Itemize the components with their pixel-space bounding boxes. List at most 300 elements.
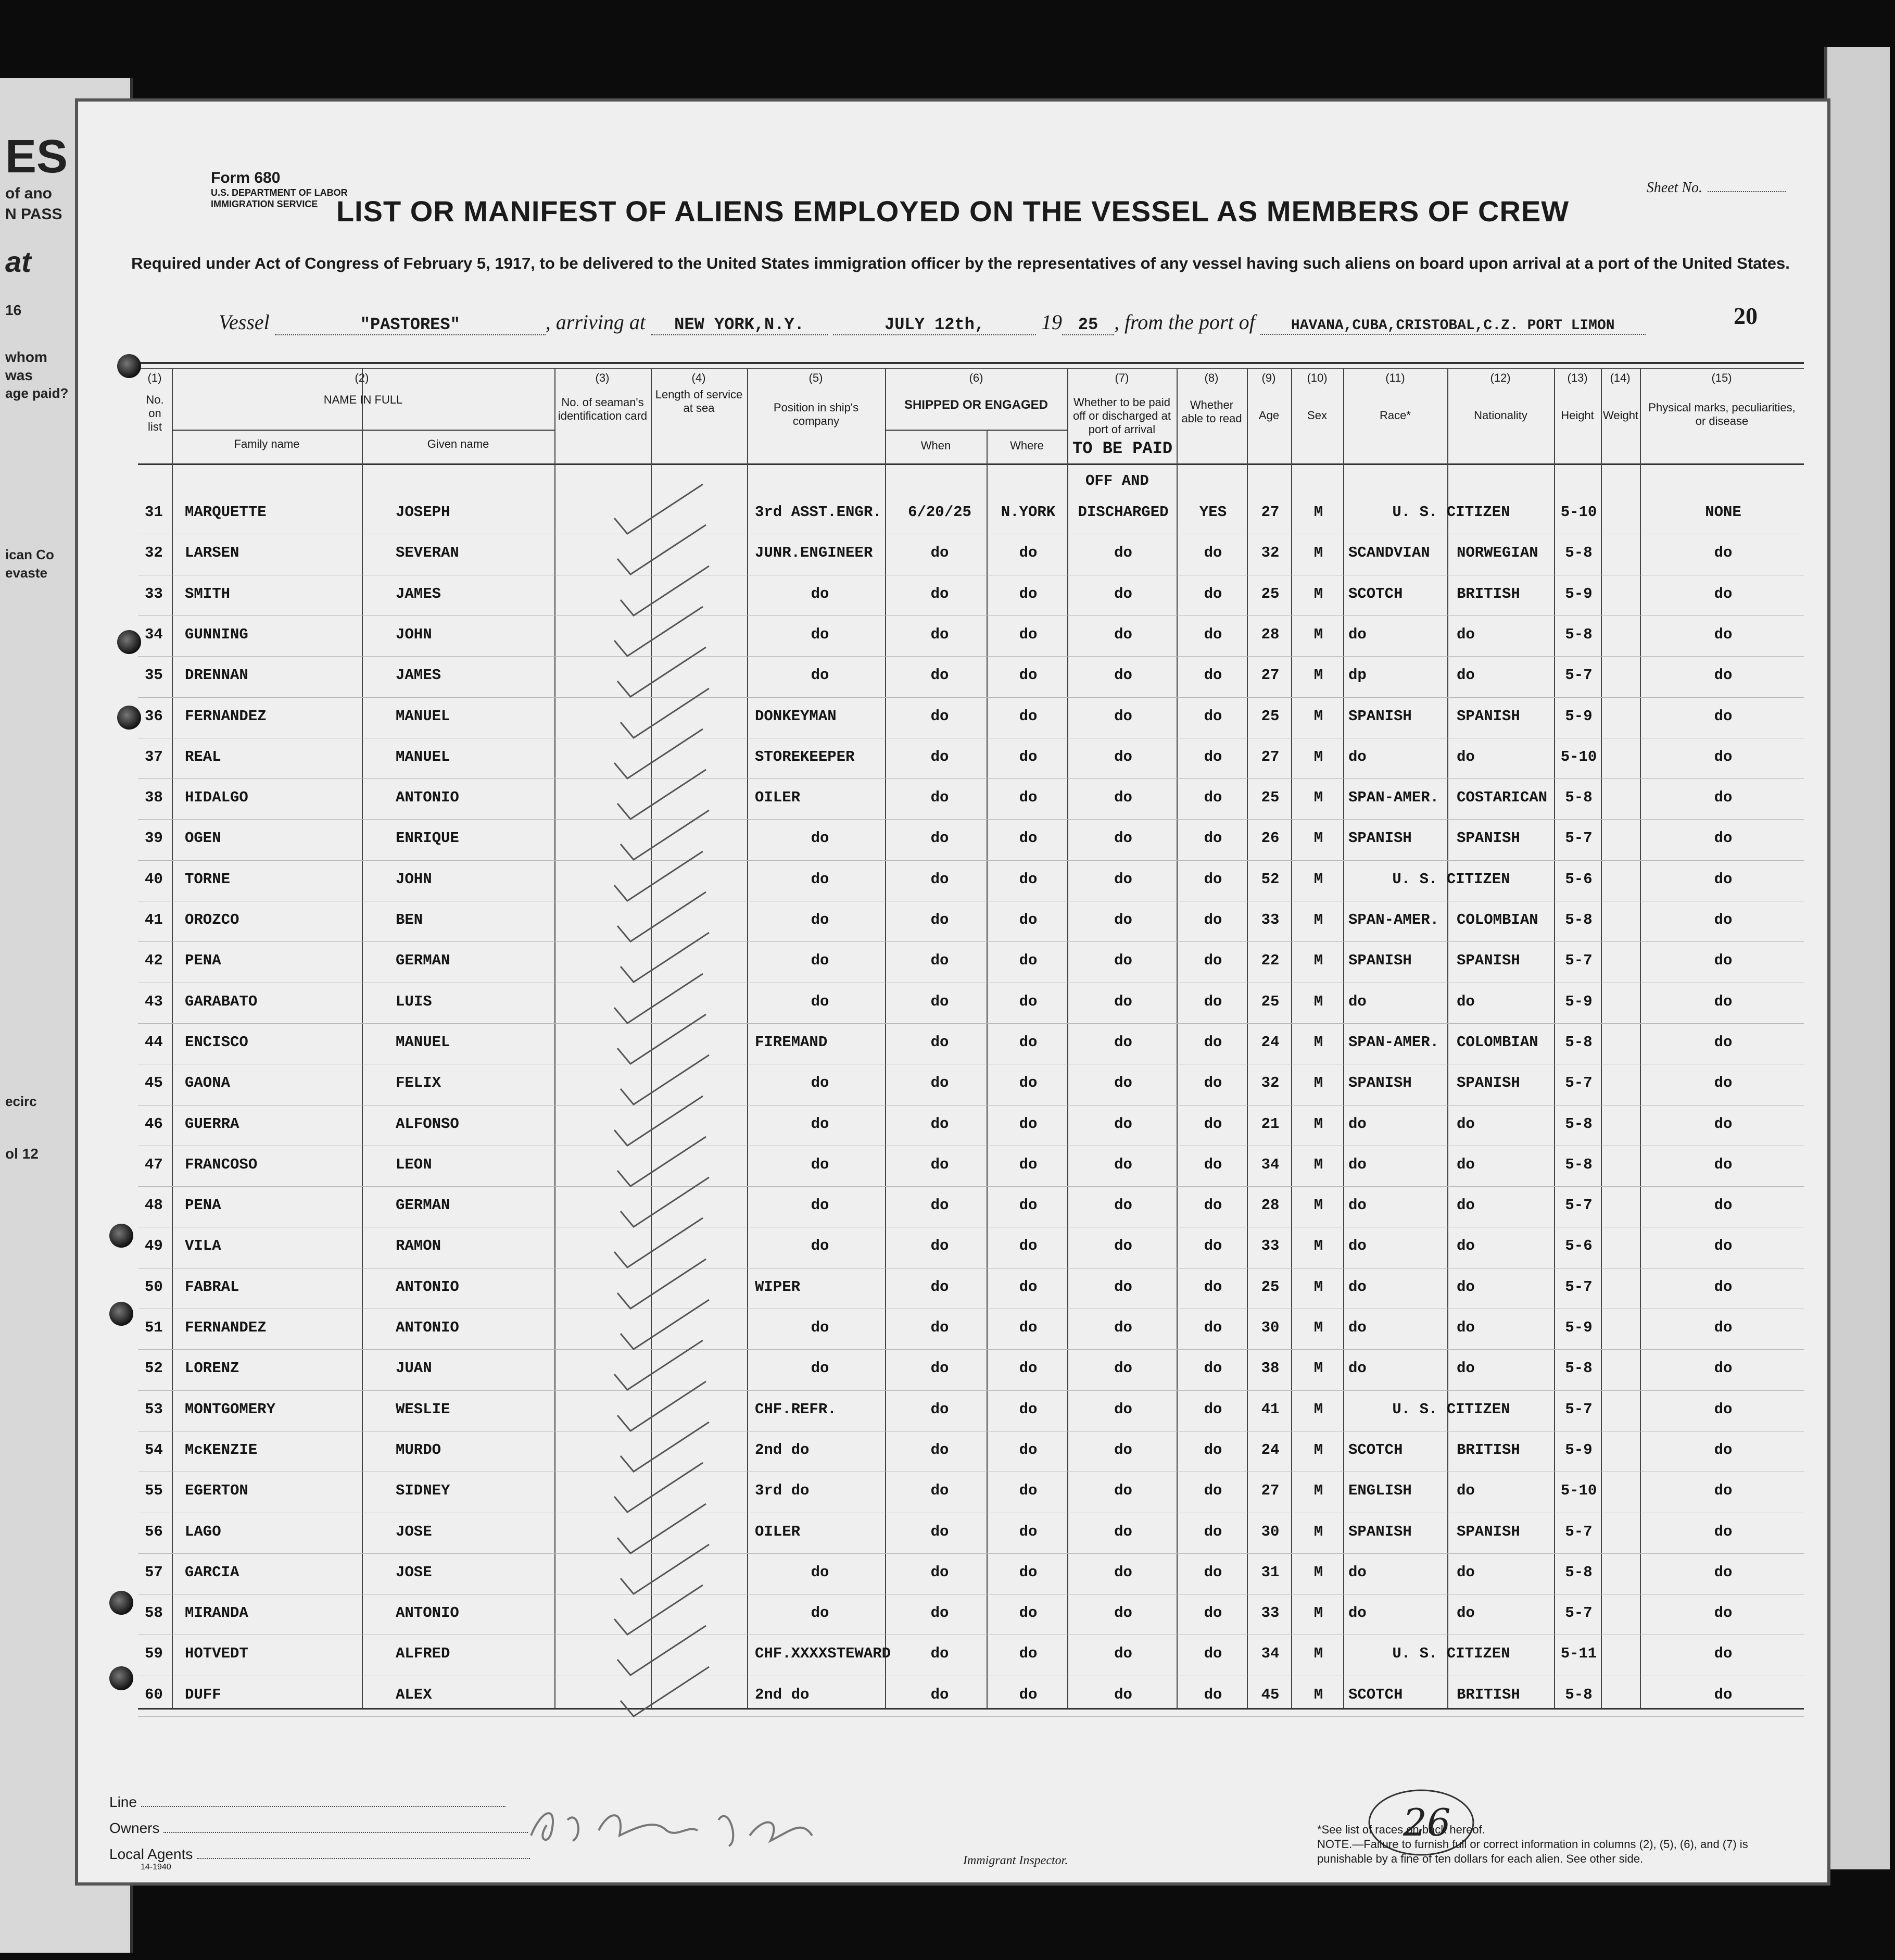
cell-position: do bbox=[811, 667, 829, 684]
cell-sex: M bbox=[1313, 1360, 1323, 1377]
cell-sex: M bbox=[1313, 870, 1323, 888]
cell-sex: M bbox=[1313, 667, 1323, 684]
cell-height: 5-8 bbox=[1565, 544, 1593, 562]
cell-family-name: LAGO bbox=[185, 1523, 221, 1540]
cell-family-name: MONTGOMERY bbox=[185, 1400, 276, 1418]
row-rule bbox=[138, 656, 1804, 657]
cell-row-number: 47 bbox=[145, 1155, 163, 1173]
cell-physical-marks: do bbox=[1714, 544, 1733, 562]
cell-sex: M bbox=[1313, 1686, 1323, 1703]
cell-nationality: do bbox=[1457, 1237, 1475, 1255]
arrival-date: JULY 12th, bbox=[833, 315, 1036, 335]
cell-shipped-where: do bbox=[1019, 1523, 1038, 1540]
underlying-page-right bbox=[1824, 47, 1890, 1869]
cell-nationality: SPANISH bbox=[1457, 1074, 1520, 1092]
year-prefix: 19 bbox=[1041, 310, 1062, 334]
cell-position: do bbox=[811, 1319, 829, 1336]
punch-hole bbox=[117, 706, 141, 730]
punch-hole bbox=[109, 1591, 133, 1615]
cell-given-name: GERMAN bbox=[396, 952, 450, 970]
row-rule bbox=[138, 1023, 1804, 1024]
cell-height: 5-6 bbox=[1565, 1237, 1593, 1255]
cell-shipped-where: do bbox=[1019, 625, 1038, 643]
cell-given-name: BEN bbox=[396, 911, 423, 928]
cell-able-to-read: do bbox=[1204, 1523, 1222, 1540]
column-number: (5) bbox=[808, 371, 823, 384]
cell-nationality: do bbox=[1457, 625, 1475, 643]
race-note: *See list of races on back hereof. bbox=[1317, 1823, 1485, 1836]
cell-able-to-read: do bbox=[1204, 870, 1222, 888]
cell-physical-marks: do bbox=[1714, 1237, 1733, 1255]
cell-able-to-read: do bbox=[1204, 1278, 1222, 1296]
cell-shipped-where: do bbox=[1019, 1278, 1038, 1296]
header-rule bbox=[885, 430, 1067, 431]
form-code: 14-1940 bbox=[141, 1863, 171, 1871]
cell-given-name: JAMES bbox=[396, 667, 441, 684]
cell-family-name: McKENZIE bbox=[185, 1441, 258, 1459]
column-rule bbox=[1554, 368, 1555, 1708]
cell-sex: M bbox=[1313, 1155, 1323, 1173]
vessel-label: Vessel bbox=[219, 310, 270, 334]
cell-race: U. S. CITIZEN bbox=[1392, 1645, 1510, 1663]
cell-position: 2nd do bbox=[755, 1441, 810, 1459]
cell-paid-off: do bbox=[1114, 1645, 1132, 1663]
cell-position: CHF.REFR. bbox=[755, 1400, 837, 1418]
cell-given-name: GERMAN bbox=[396, 1197, 450, 1214]
cell-height: 5-7 bbox=[1565, 952, 1593, 970]
column-rule bbox=[1291, 368, 1292, 1708]
underpage-line: ol 12 bbox=[5, 1146, 39, 1162]
cell-age: 28 bbox=[1261, 1197, 1280, 1214]
cell-physical-marks: do bbox=[1714, 585, 1733, 602]
page-subtitle: Required under Act of Congress of February 5, 1917, to be delivered to the United States immigration officer by the representatives of any vessel having such aliens on board upon arrival at a port of the United States. bbox=[131, 254, 1790, 272]
column-number: (6) bbox=[969, 371, 983, 384]
column-number: (1) bbox=[147, 371, 162, 384]
cell-shipped-when: do bbox=[930, 830, 949, 847]
cell-position: STOREKEEPER bbox=[755, 748, 855, 765]
cell-race: SPANISH bbox=[1348, 707, 1412, 725]
cell-height: 5-7 bbox=[1565, 1523, 1593, 1540]
underpage-line: ican Co bbox=[5, 547, 54, 562]
footnote bbox=[1317, 1823, 1786, 1866]
cell-given-name: JOHN bbox=[396, 870, 432, 888]
cell-row-number: 43 bbox=[145, 992, 163, 1010]
cell-row-number: 33 bbox=[145, 585, 163, 602]
cell-physical-marks: do bbox=[1714, 1155, 1733, 1173]
cell-row-number: 56 bbox=[145, 1523, 163, 1540]
cell-row-number: 59 bbox=[145, 1645, 163, 1663]
cell-position: do bbox=[811, 1115, 829, 1133]
cell-shipped-when: do bbox=[930, 1115, 949, 1133]
cell-race: do bbox=[1348, 992, 1367, 1010]
cell-shipped-when: do bbox=[930, 1441, 949, 1459]
cell-row-number: 46 bbox=[145, 1115, 163, 1133]
cell-nationality: COSTARICAN bbox=[1457, 789, 1548, 807]
cell-shipped-when: do bbox=[930, 544, 949, 562]
cell-paid-off: do bbox=[1114, 1074, 1132, 1092]
departure-ports: HAVANA,CUBA,CRISTOBAL,C.Z. PORT LIMON bbox=[1260, 318, 1646, 335]
cell-position: do bbox=[811, 952, 829, 970]
cell-nationality: SPANISH bbox=[1457, 1523, 1520, 1540]
column-header-race: Race* bbox=[1380, 409, 1411, 422]
punch-hole bbox=[109, 1224, 133, 1248]
cell-shipped-where: do bbox=[1019, 1074, 1038, 1092]
cell-shipped-when: do bbox=[930, 1686, 949, 1703]
cell-height: 5-7 bbox=[1565, 830, 1593, 847]
cell-age: 25 bbox=[1261, 585, 1280, 602]
column-number: (15) bbox=[1711, 371, 1732, 384]
cell-row-number: 52 bbox=[145, 1360, 163, 1377]
cell-paid-off: do bbox=[1114, 1278, 1132, 1296]
cell-nationality: SPANISH bbox=[1457, 830, 1520, 847]
column-header-position: Position in ship's company bbox=[773, 401, 859, 428]
cell-nationality: do bbox=[1457, 1197, 1475, 1214]
cell-shipped-when: do bbox=[930, 952, 949, 970]
cell-able-to-read: do bbox=[1204, 748, 1222, 765]
cell-family-name: GUNNING bbox=[185, 625, 248, 643]
cell-family-name: FERNANDEZ bbox=[185, 707, 267, 725]
cell-shipped-where: do bbox=[1019, 1360, 1038, 1377]
cell-nationality: SPANISH bbox=[1457, 952, 1520, 970]
cell-shipped-where: do bbox=[1019, 1441, 1038, 1459]
cell-position: do bbox=[811, 911, 829, 928]
cell-given-name: WESLIE bbox=[396, 1400, 450, 1418]
cell-family-name: DRENNAN bbox=[185, 667, 248, 684]
underpage-line: whom bbox=[5, 349, 47, 365]
cell-family-name: ENCISCO bbox=[185, 1033, 248, 1051]
cell-position: do bbox=[811, 1604, 829, 1622]
column-header-where: Where bbox=[1010, 439, 1044, 452]
cell-position: do bbox=[811, 1563, 829, 1581]
column-header-height: Height bbox=[1561, 409, 1594, 422]
cell-height: 5-9 bbox=[1565, 992, 1593, 1010]
fine-note: NOTE.—Failure to furnish full or correct information in columns (2), (5), (6), and (7) is punishable by a fine of ten dollars for each alien. See other side. bbox=[1317, 1838, 1748, 1865]
cell-shipped-when: do bbox=[930, 667, 949, 684]
cell-sex: M bbox=[1313, 911, 1323, 928]
cell-position: do bbox=[811, 870, 829, 888]
table-rule bbox=[138, 362, 1804, 364]
column-number: (13) bbox=[1567, 371, 1588, 384]
cell-race: do bbox=[1348, 1360, 1367, 1377]
cell-position: do bbox=[811, 992, 829, 1010]
cell-position: 2nd do bbox=[755, 1686, 810, 1703]
underpage-line: age paid? bbox=[5, 385, 69, 401]
cell-family-name: FERNANDEZ bbox=[185, 1319, 267, 1336]
cell-race: do bbox=[1348, 1237, 1367, 1255]
column-number: (4) bbox=[691, 371, 706, 384]
cell-family-name: MIRANDA bbox=[185, 1604, 248, 1622]
cell-row-number: 54 bbox=[145, 1441, 163, 1459]
cell-family-name: PENA bbox=[185, 952, 221, 970]
cell-row-number: 45 bbox=[145, 1074, 163, 1092]
cell-given-name: ANTONIO bbox=[396, 1319, 459, 1336]
cell-paid-off: do bbox=[1114, 1482, 1132, 1500]
cell-shipped-when: do bbox=[930, 585, 949, 602]
cell-row-number: 44 bbox=[145, 1033, 163, 1051]
cell-age: 25 bbox=[1261, 707, 1280, 725]
cell-sex: M bbox=[1313, 1074, 1323, 1092]
column-rule bbox=[1177, 368, 1178, 1708]
column-header-paid-off: Whether to be paid off or discharged at port of arrival bbox=[1073, 396, 1171, 436]
cell-race: U. S. CITIZEN bbox=[1392, 1400, 1510, 1418]
cell-nationality: do bbox=[1457, 1278, 1475, 1296]
cell-physical-marks: do bbox=[1714, 830, 1733, 847]
cell-race: do bbox=[1348, 1278, 1367, 1296]
cell-row-number: 49 bbox=[145, 1237, 163, 1255]
cell-given-name: JAMES bbox=[396, 585, 441, 602]
cell-physical-marks: do bbox=[1714, 1278, 1733, 1296]
cell-physical-marks: do bbox=[1714, 1074, 1733, 1092]
column-header-id-card: No. of seaman's identification card bbox=[558, 396, 648, 422]
arrival-year: 25 bbox=[1062, 315, 1114, 335]
cell-row-number: 58 bbox=[145, 1604, 163, 1622]
cell-shipped-when: do bbox=[930, 1278, 949, 1296]
cell-row-number: 60 bbox=[145, 1686, 163, 1703]
cell-sex: M bbox=[1313, 625, 1323, 643]
cell-shipped-when: do bbox=[930, 1074, 949, 1092]
cell-given-name: SEVERAN bbox=[396, 544, 459, 562]
underpage-line: 16 bbox=[5, 302, 22, 318]
cell-shipped-where: do bbox=[1019, 1237, 1038, 1255]
cell-given-name: JOSEPH bbox=[396, 504, 450, 521]
column-number: (14) bbox=[1610, 371, 1631, 384]
column-rule bbox=[1447, 368, 1448, 1708]
cell-nationality: BRITISH bbox=[1457, 585, 1520, 602]
cell-shipped-when: do bbox=[930, 1237, 949, 1255]
cell-shipped-when: do bbox=[930, 1360, 949, 1377]
cell-position: OILER bbox=[755, 1523, 801, 1540]
column-header-marks: Physical marks, peculiarities, or disease bbox=[1648, 401, 1796, 428]
row-rule bbox=[138, 941, 1804, 942]
cell-height: 5-9 bbox=[1565, 585, 1593, 602]
column-rule bbox=[362, 368, 363, 1708]
cell-age: 24 bbox=[1261, 1033, 1280, 1051]
column-number: (8) bbox=[1204, 371, 1219, 384]
cell-position: do bbox=[811, 1237, 829, 1255]
cell-position: FIREMAND bbox=[755, 1033, 828, 1051]
cell-height: 5-10 bbox=[1560, 1482, 1597, 1500]
cell-paid-off: do bbox=[1114, 544, 1132, 562]
column-header-nationality: Nationality bbox=[1474, 409, 1527, 422]
agents-field bbox=[109, 1846, 530, 1872]
cell-height: 5-8 bbox=[1565, 1115, 1593, 1133]
cell-sex: M bbox=[1313, 992, 1323, 1010]
cell-age: 34 bbox=[1261, 1645, 1280, 1663]
cell-position: CHF.XXXXSTEWARD bbox=[755, 1645, 891, 1663]
header-rule bbox=[987, 430, 988, 1708]
cell-race: SPANISH bbox=[1348, 1074, 1412, 1092]
cell-shipped-where: do bbox=[1019, 1645, 1038, 1663]
cell-paid-off: do bbox=[1114, 707, 1132, 725]
cell-able-to-read: do bbox=[1204, 625, 1222, 643]
cell-row-number: 32 bbox=[145, 544, 163, 562]
column-header-no-on-list: No. on list bbox=[146, 393, 164, 433]
cell-height: 5-8 bbox=[1565, 1360, 1593, 1377]
inspector-signature bbox=[521, 1789, 885, 1862]
cell-height: 5-10 bbox=[1560, 748, 1597, 765]
cell-race: SPAN-AMER. bbox=[1348, 911, 1439, 928]
cell-paid-off: do bbox=[1114, 830, 1132, 847]
column-number: (9) bbox=[1261, 371, 1276, 384]
cell-sex: M bbox=[1313, 1033, 1323, 1051]
cell-age: 33 bbox=[1261, 1604, 1280, 1622]
row-rule bbox=[138, 1186, 1804, 1187]
cell-row-number: 38 bbox=[145, 789, 163, 807]
cell-height: 5-6 bbox=[1565, 870, 1593, 888]
cell-shipped-where: do bbox=[1019, 1686, 1038, 1703]
cell-sex: M bbox=[1313, 789, 1323, 807]
cell-family-name: GAONA bbox=[185, 1074, 231, 1092]
cell-age: 24 bbox=[1261, 1441, 1280, 1459]
inspector-label: Immigrant Inspector. bbox=[963, 1854, 1068, 1867]
cell-position: 3rd ASST.ENGR. bbox=[755, 504, 882, 521]
owners-label: Owners bbox=[109, 1820, 160, 1836]
cell-race: do bbox=[1348, 748, 1367, 765]
punch-hole bbox=[117, 630, 141, 654]
cell-shipped-where: do bbox=[1019, 911, 1038, 928]
cell-position: WIPER bbox=[755, 1278, 801, 1296]
cell-able-to-read: do bbox=[1204, 1441, 1222, 1459]
cell-able-to-read: do bbox=[1204, 1155, 1222, 1173]
cell-race: SPANISH bbox=[1348, 952, 1412, 970]
cell-sex: M bbox=[1313, 504, 1323, 521]
cell-nationality: do bbox=[1457, 1155, 1475, 1173]
cell-row-number: 34 bbox=[145, 625, 163, 643]
line-field bbox=[109, 1794, 506, 1811]
cell-age: 21 bbox=[1261, 1115, 1280, 1133]
cell-shipped-where: do bbox=[1019, 1115, 1038, 1133]
paid-header: TO BE PAID bbox=[1072, 439, 1173, 458]
column-rule bbox=[1601, 368, 1602, 1708]
cell-paid-off: do bbox=[1114, 992, 1132, 1010]
cell-given-name: ALFONSO bbox=[396, 1115, 459, 1133]
cell-age: 33 bbox=[1261, 1237, 1280, 1255]
column-header-shipped: SHIPPED OR ENGAGED bbox=[904, 398, 1048, 412]
arrival-port: NEW YORK,N.Y. bbox=[651, 315, 828, 335]
vessel-info-line bbox=[219, 310, 1646, 335]
cell-able-to-read: do bbox=[1204, 830, 1222, 847]
cell-shipped-where: do bbox=[1019, 1155, 1038, 1173]
cell-physical-marks: do bbox=[1714, 625, 1733, 643]
cell-height: 5-7 bbox=[1565, 667, 1593, 684]
sheet-no-label: Sheet No. bbox=[1646, 180, 1702, 196]
cell-height: 5-7 bbox=[1565, 1197, 1593, 1214]
cell-sex: M bbox=[1313, 1604, 1323, 1622]
column-rule bbox=[554, 368, 555, 1708]
cell-shipped-when: do bbox=[930, 748, 949, 765]
cell-physical-marks: do bbox=[1714, 1033, 1733, 1051]
cell-able-to-read: do bbox=[1204, 1237, 1222, 1255]
cell-race: do bbox=[1348, 1604, 1367, 1622]
column-header-when: When bbox=[920, 439, 951, 452]
cell-able-to-read: do bbox=[1204, 1115, 1222, 1133]
cell-height: 5-11 bbox=[1560, 1645, 1597, 1663]
cell-sex: M bbox=[1313, 585, 1323, 602]
column-number: (10) bbox=[1307, 371, 1328, 384]
cell-sex: M bbox=[1313, 1645, 1323, 1663]
cell-sex: M bbox=[1313, 1523, 1323, 1540]
cell-nationality: do bbox=[1457, 748, 1475, 765]
cell-family-name: LORENZ bbox=[185, 1360, 239, 1377]
cell-physical-marks: do bbox=[1714, 911, 1733, 928]
cell-sex: M bbox=[1313, 952, 1323, 970]
form-number: Form 680 bbox=[211, 169, 281, 186]
cell-age: 45 bbox=[1261, 1686, 1280, 1703]
cell-paid-off: do bbox=[1114, 1033, 1132, 1051]
cell-paid-off: do bbox=[1114, 1197, 1132, 1214]
cell-race: do bbox=[1348, 1563, 1367, 1581]
row-rule bbox=[138, 1390, 1804, 1391]
cell-given-name: MANUEL bbox=[396, 748, 450, 765]
column-rule bbox=[747, 368, 748, 1708]
cell-given-name: JOSE bbox=[396, 1563, 432, 1581]
from-label: , from the port of bbox=[1114, 310, 1255, 334]
cell-physical-marks: do bbox=[1714, 1115, 1733, 1133]
cell-given-name: LUIS bbox=[396, 992, 432, 1010]
cell-sex: M bbox=[1313, 1278, 1323, 1296]
cell-shipped-when: do bbox=[930, 1319, 949, 1336]
cell-height: 5-9 bbox=[1565, 1441, 1593, 1459]
cell-row-number: 31 bbox=[145, 504, 163, 521]
cell-able-to-read: do bbox=[1204, 952, 1222, 970]
cell-height: 5-7 bbox=[1565, 1400, 1593, 1418]
cell-sex: M bbox=[1313, 1563, 1323, 1581]
cell-sex: M bbox=[1313, 748, 1323, 765]
cell-race: do bbox=[1348, 1115, 1367, 1133]
cell-able-to-read: do bbox=[1204, 992, 1222, 1010]
cell-race: do bbox=[1348, 1155, 1367, 1173]
cell-nationality: do bbox=[1457, 1563, 1475, 1581]
cell-physical-marks: do bbox=[1714, 748, 1733, 765]
cell-shipped-when: do bbox=[930, 1563, 949, 1581]
cell-height: 5-8 bbox=[1565, 625, 1593, 643]
cell-height: 5-8 bbox=[1565, 1155, 1593, 1173]
cell-row-number: 42 bbox=[145, 952, 163, 970]
cell-row-number: 40 bbox=[145, 870, 163, 888]
manifest-sheet bbox=[78, 102, 1827, 1882]
cell-physical-marks: do bbox=[1714, 707, 1733, 725]
cell-shipped-where: do bbox=[1019, 952, 1038, 970]
cell-position: DONKEYMAN bbox=[755, 707, 837, 725]
cell-shipped-when: do bbox=[930, 1033, 949, 1051]
cell-given-name: LEON bbox=[396, 1155, 432, 1173]
cell-height: 5-8 bbox=[1565, 1686, 1593, 1703]
cell-position: do bbox=[811, 585, 829, 602]
cell-nationality: do bbox=[1457, 1360, 1475, 1377]
cell-family-name: DUFF bbox=[185, 1686, 221, 1703]
cell-physical-marks: do bbox=[1714, 952, 1733, 970]
column-rule bbox=[172, 368, 173, 1708]
cell-family-name: FRANCOSO bbox=[185, 1155, 258, 1173]
cell-paid-off: do bbox=[1114, 1400, 1132, 1418]
cell-paid-off: DISCHARGED bbox=[1078, 504, 1169, 521]
cell-row-number: 53 bbox=[145, 1400, 163, 1418]
cell-race: ENGLISH bbox=[1348, 1482, 1412, 1500]
cell-shipped-when: do bbox=[930, 707, 949, 725]
cell-nationality: COLOMBIAN bbox=[1457, 1033, 1538, 1051]
cell-position: do bbox=[811, 1074, 829, 1092]
cell-family-name: FABRAL bbox=[185, 1278, 239, 1296]
line-label: Line bbox=[109, 1794, 137, 1810]
cell-position: OILER bbox=[755, 789, 801, 807]
cell-paid-off: do bbox=[1114, 789, 1132, 807]
cell-position: do bbox=[811, 830, 829, 847]
circled-number-text: 26 bbox=[1403, 1801, 1451, 1844]
cell-paid-off: do bbox=[1114, 1523, 1132, 1540]
agents-label: Local Agents bbox=[109, 1846, 193, 1862]
cell-family-name: PENA bbox=[185, 1197, 221, 1214]
column-rule bbox=[1343, 368, 1344, 1708]
